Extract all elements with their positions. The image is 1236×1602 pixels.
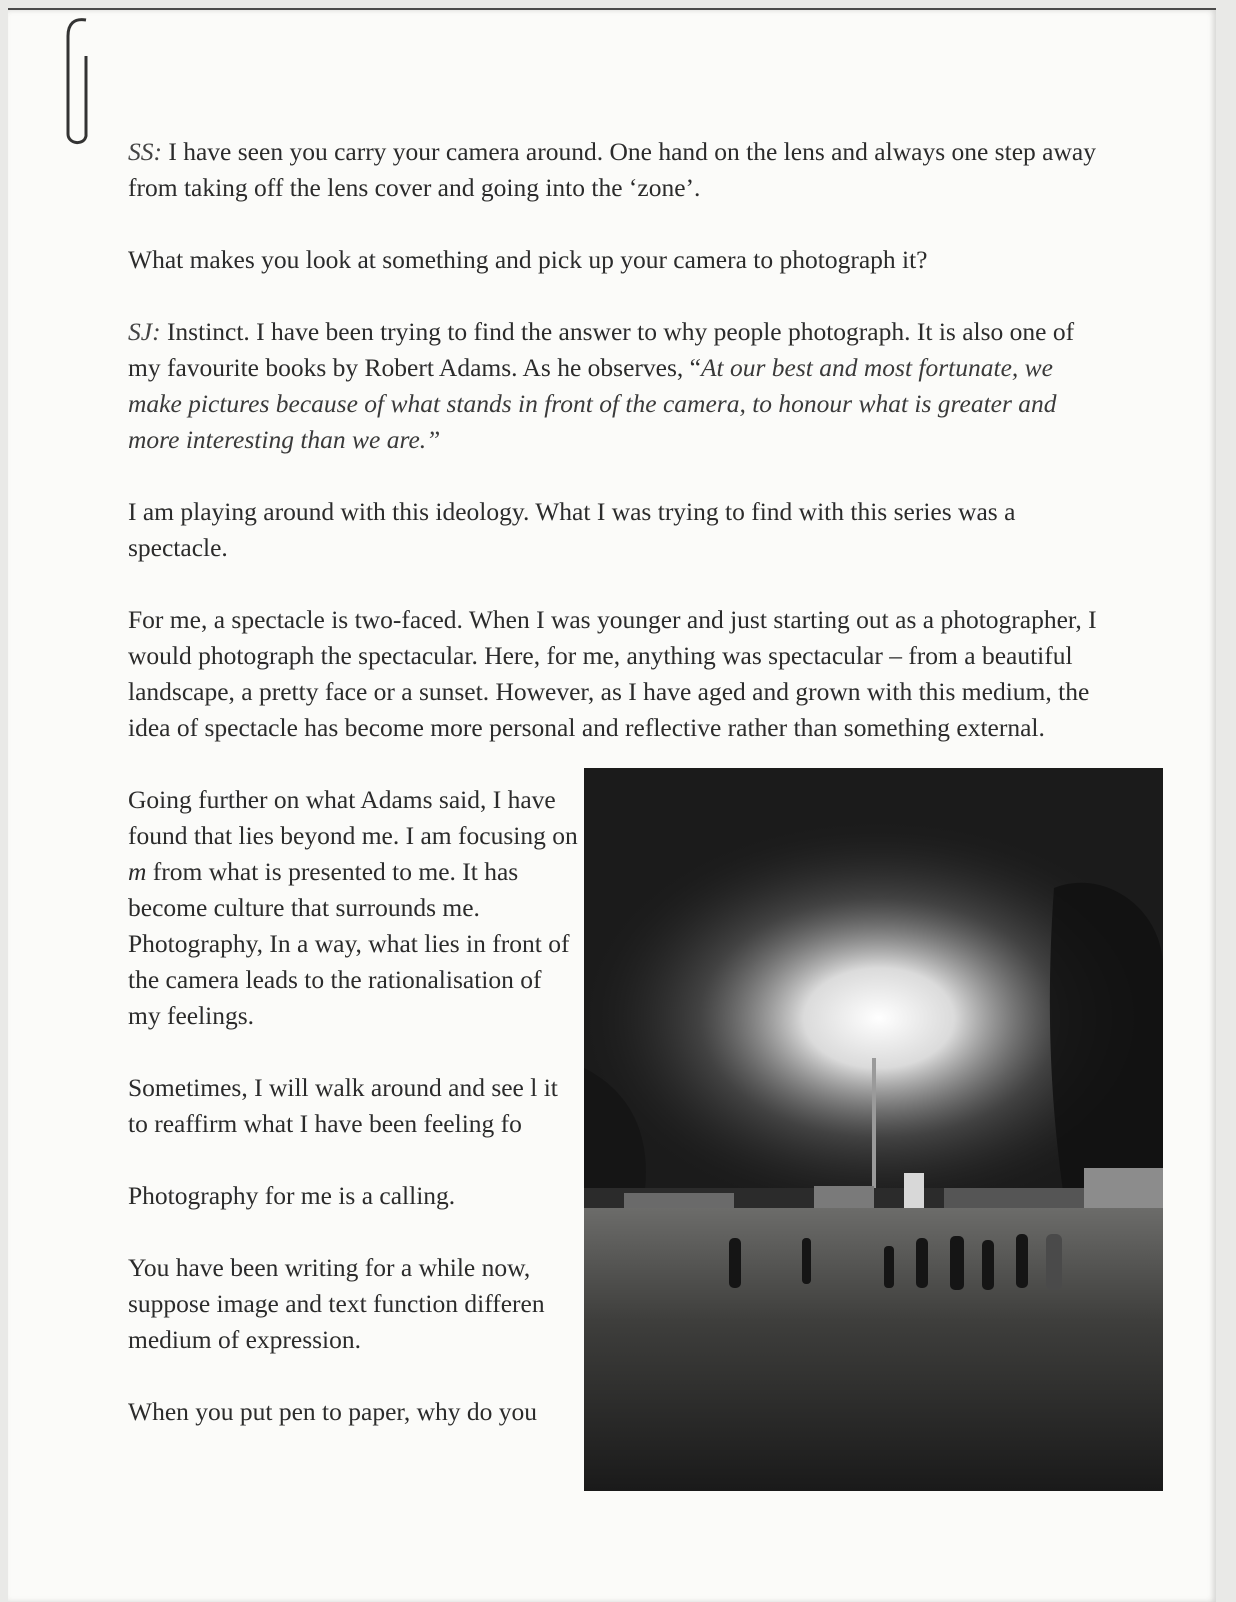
paper-clip-icon xyxy=(64,16,90,148)
photo-scene xyxy=(584,768,1163,1491)
adams-quote: At our best and most fortunate, we make pictures because of what stands in front of the camera, to honour what is greater and more interesting than we are. xyxy=(128,353,1057,454)
paragraph-9: You have been writing for a while now, suppose image and text function differen medium of expression. xyxy=(128,1253,545,1354)
speaker-label: SJ: xyxy=(128,317,161,346)
paragraph-1: SS: I have seen you carry your camera around. One hand on the lens and always one step away from taking off the lens cover and going into the ‘zone’. xyxy=(128,137,1096,202)
paragraph-10: When you put pen to paper, why do you xyxy=(128,1397,538,1426)
paragraph-4: I am playing around with this ideology. What I was trying to find with this series was a spectacle. xyxy=(128,497,1016,562)
paragraph-2: What makes you look at something and pick up your camera to photograph it? xyxy=(128,245,928,274)
paragraph-7: Sometimes, I will walk around and see l it to reaffirm what I have been feeling fo xyxy=(128,1073,558,1138)
paragraph-6: Going further on what Adams said, I have found that lies beyond me. I am focusing on m from what is presented to me. It has become culture that surrounds me. Photography, In a way, what lies in front of the camera leads to the rationalisation of my feelings. xyxy=(128,785,578,1030)
paragraph-8: Photography for me is a calling. xyxy=(128,1181,456,1210)
speaker-label: SS: xyxy=(128,137,162,166)
paragraph-5: For me, a spectacle is two-faced. When I was younger and just starting out as a photographer, I would photograph the spectacular. Here, for me, anything was spectacular – from a beautiful landscape, a pretty face or a sunset. However, as I have aged and grown with this medium, the idea of spectacle has become more personal and reflective rather than something external. xyxy=(128,605,1097,742)
paragraph-3: SJ: Instinct. I have been trying to find the answer to why people photograph. It is also one of my favourite books by Robert Adams. As he observes, “At our best and most fortunate, we make pictures because of what stands in front of the camera, to honour what is greater and more interesting than we are.” xyxy=(128,317,1075,454)
document-page xyxy=(8,8,1216,1602)
night-photograph xyxy=(584,768,1163,1491)
